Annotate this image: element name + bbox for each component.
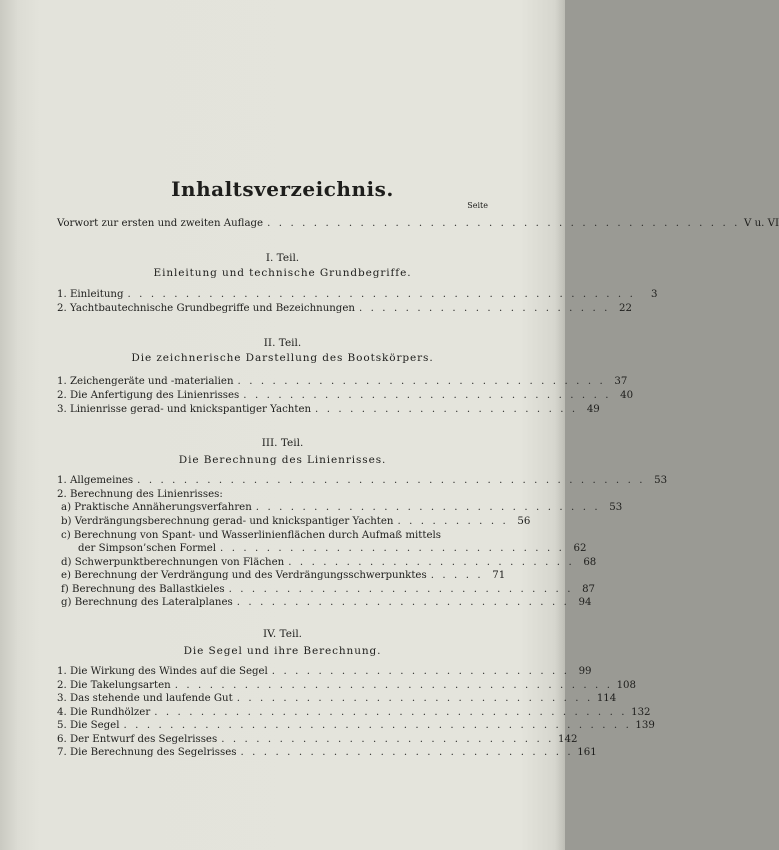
leader-dots: . . . . . . . . . . . . . . . . . . . . . . . . . . . . . bbox=[221, 734, 554, 745]
leader-dots: . . . . . . . . . . . . . . . . . . . . . . . . . . . . . . . . . . . . . . . . . . . . bbox=[123, 720, 632, 731]
toc-entry: 6. Der Entwurf des Segelrisses . . . . . . . . . . . . . . . . . . . . . . . . . . . . . 142 bbox=[57, 734, 578, 745]
toc-entry: f) Berechnung des Ballastkieles . . . . . . . . . . . . . . . . . . . . . . . . . . . . . . 87 bbox=[61, 584, 596, 595]
leader-dots: . . . . . . . . . . . . . . . . . . . . . . . . . . . . . bbox=[240, 747, 574, 758]
toc-entry: 4. Die Rundhölzer . . . . . . . . . . . . . . . . . . . . . . . . . . . . . . . . . . . . . . . . . 132 bbox=[57, 707, 651, 718]
toc-entry: a) Praktische Annäherungsverfahren . . . . . . . . . . . . . . . . . . . . . . . . . . . . . . 53 bbox=[61, 502, 623, 513]
leader-dots: . . . . . . . . . . . . . . . . . . . . . . . . . . . . . . . . bbox=[243, 390, 612, 401]
part-heading: III. Teil. bbox=[261, 437, 304, 449]
toc-entry: c) Berechnung von Spant- und Wasserlinienflächen durch Aufmaß mittels bbox=[61, 530, 441, 541]
toc-entry: e) Berechnung der Verdrängung und des Verdrängungsschwerpunktes . . . . . 71 bbox=[61, 570, 506, 581]
leader-dots: . . . . . . . . . . . . . . . . . . . . . . . . . . bbox=[271, 666, 570, 677]
leader-dots: . . . . . . . . . . . . . . . . . . . . . . . . . . . . . bbox=[236, 597, 570, 608]
toc-entry: 2. Die Takelungsarten . . . . . . . . . . . . . . . . . . . . . . . . . . . . . . . . . . . . . . 108 bbox=[57, 680, 637, 691]
toc-entry: 2. Berechnung des Linienrisses: bbox=[57, 489, 223, 500]
leader-dots: . . . . . . . . . . . . . . . . . . . . . . . . . . . . . . bbox=[255, 502, 601, 513]
toc-entry-text: Vorwort zur ersten und zweiten Auflage bbox=[57, 218, 264, 229]
toc-entry: 1. Allgemeines . . . . . . . . . . . . . . . . . . . . . . . . . . . . . . . . . . . . . . . . . . . . 53 bbox=[57, 475, 668, 486]
toc-entry: b) Verdrängungsberechnung gerad- und knickspantiger Yachten . . . . . . . . . . 56 bbox=[61, 516, 531, 527]
toc-entry: d) Schwerpunktberechnungen von Flächen . . . . . . . . . . . . . . . . . . . . . . . . . 68 bbox=[61, 557, 597, 568]
leader-dots: . . . . . . . . . . . . . . . . . . . . . . . bbox=[315, 404, 578, 415]
leader-dots: . . . . . . . . . . . . . . . . . . . . . . . . . . . . . . . . . . . . . . . . . . . . bbox=[137, 475, 646, 486]
leader-dots: . . . . . . . . . . . . . . . . . . . . . . . . . bbox=[288, 557, 575, 568]
part-subtitle: Die zeichnerische Darstellung des Bootskörpers. bbox=[131, 352, 434, 364]
part-subtitle: Die Berechnung des Linienrisses. bbox=[178, 454, 387, 466]
toc-entry-continuation: der Simpson’schen Formel . . . . . . . . . . . . . . . . . . . . . . . . . . . . . . 62 bbox=[78, 543, 587, 554]
toc-entry: 3. Linienrisse gerad- und knickspantiger Yachten . . . . . . . . . . . . . . . . . . . . . . . 49 bbox=[57, 404, 600, 415]
toc-entry-preface bbox=[57, 217, 779, 231]
leader-dots: . . . . . . . . . . . . . . . . . . . . . . . . . . . . . . . bbox=[236, 693, 593, 704]
part-subtitle: Die Segel und ihre Berechnung. bbox=[183, 645, 382, 657]
toc-entry: 2. Yachtbautechnische Grundbegriffe und Bezeichnungen . . . . . . . . . . . . . . . . . . . . . . 22 bbox=[57, 303, 632, 314]
leader-dots: . . . . . . . . . . . . . . . . . . . . . . bbox=[358, 303, 610, 314]
toc-entry: 3. Das stehende und laufende Gut . . . . . . . . . . . . . . . . . . . . . . . . . . . . . . . 114 bbox=[57, 693, 617, 704]
leader-dots: . . . . . . . . . . . . . . . . . . . . . . . . . . . . . . . . . . . . . . . . . . . . bbox=[127, 289, 636, 300]
toc-entry-page: V u. VI bbox=[744, 218, 779, 229]
part-heading: I. Teil. bbox=[265, 252, 300, 264]
part-heading: IV. Teil. bbox=[262, 628, 303, 640]
page-title: Inhaltsverzeichnis. bbox=[171, 177, 394, 201]
leader-dots: . . . . . . . . . . . . . . . . . . . . . . . . . . . . . . . . . . . . . . . . . bbox=[154, 707, 628, 718]
leader-dots: . . . . . . . . . . bbox=[397, 516, 509, 527]
leader-dots: . . . . . . . . . . . . . . . . . . . . . . . . . . . . . . bbox=[220, 543, 565, 554]
toc-entry: 7. Die Berechnung des Segelrisses . . . . . . . . . . . . . . . . . . . . . . . . . . . . . 161 bbox=[57, 747, 597, 758]
toc-entry: 1. Einleitung . . . . . . . . . . . . . . . . . . . . . . . . . . . . . . . . . . . . . . . . . . . . 3 bbox=[57, 289, 658, 300]
toc-entry: 1. Zeichengeräte und -materialien . . . . . . . . . . . . . . . . . . . . . . . . . . . . . . . . 37 bbox=[57, 376, 628, 387]
leader-dots: . . . . . . . . . . . . . . . . . . . . . . . . . . . . . . . . . . . . . . . . . bbox=[267, 218, 740, 229]
leader-dots: . . . . . . . . . . . . . . . . . . . . . . . . . . . . . . bbox=[228, 584, 574, 595]
toc-entry: 5. Die Segel . . . . . . . . . . . . . . . . . . . . . . . . . . . . . . . . . . . . . . . . . . . . 139 bbox=[57, 720, 655, 731]
toc-entry: 1. Die Wirkung des Windes auf die Segel . . . . . . . . . . . . . . . . . . . . . . . . . . 99 bbox=[57, 666, 592, 677]
part-subtitle: Einleitung und technische Grundbegriffe. bbox=[153, 267, 412, 279]
toc-entry: 2. Die Anfertigung des Linienrisses . . . . . . . . . . . . . . . . . . . . . . . . . . . . . . . . 40 bbox=[57, 390, 634, 401]
page-column-label: Seite bbox=[467, 201, 488, 210]
part-heading: II. Teil. bbox=[263, 337, 302, 349]
leader-dots: . . . . . . . . . . . . . . . . . . . . . . . . . . . . . . . . . . . . . . bbox=[174, 680, 613, 691]
leader-dots: . . . . . bbox=[430, 570, 484, 581]
leader-dots: . . . . . . . . . . . . . . . . . . . . . . . . . . . . . . . . bbox=[237, 376, 606, 387]
toc-entry: g) Berechnung des Lateralplanes . . . . . . . . . . . . . . . . . . . . . . . . . . . . . 94 bbox=[61, 597, 592, 608]
